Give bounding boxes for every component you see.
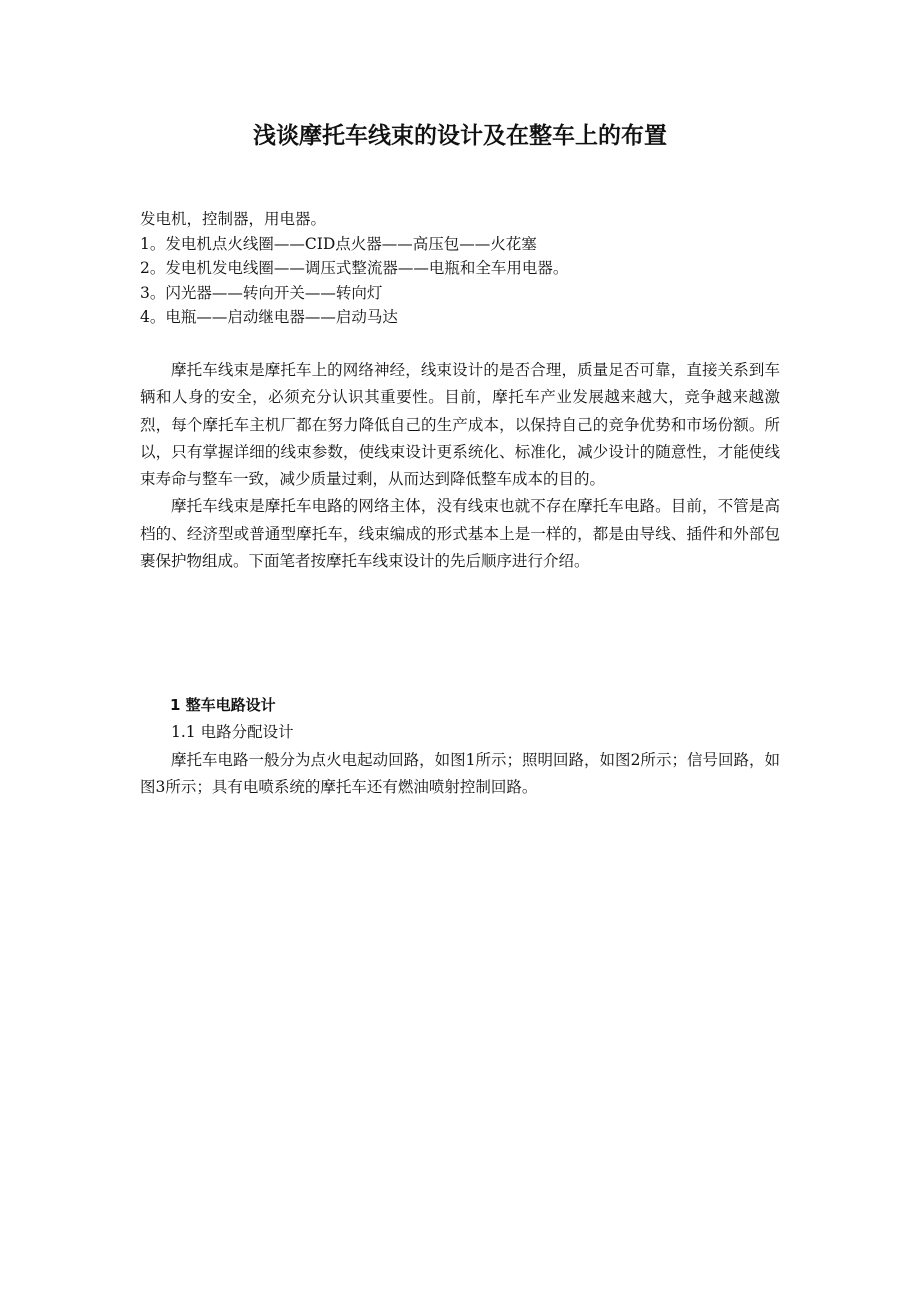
- intro-list: [140, 207, 800, 330]
- section-heading: 1 整车电路设计: [170, 696, 276, 714]
- document-title: 浅谈摩托车线束的设计及在整车上的布置: [253, 123, 667, 149]
- intro-line: 4。电瓶——启动继电器——启动马达: [140, 308, 398, 326]
- intro-line: 发电机，控制器，用电器。: [140, 210, 327, 228]
- intro-line: 3。闪光器——转向开关——转向灯: [140, 283, 383, 302]
- section-subheading: 1.1 电路分配设计: [171, 723, 294, 742]
- body-paragraph: 摩托车线束是摩托车电路的网络主体，没有线束也就不存在摩托车电路。目前，不管是高档的、经济型或普通型摩托车，线束编成的形式基本上是一样的，都是由导线、插件和外部包裹保护物组成。下面笔者按摩托车线束设计的先后顺序进行介绍。: [140, 497, 780, 571]
- section-circuit-design: [140, 692, 780, 801]
- body-paragraph: 摩托车线束是摩托车上的网络神经，线束设计的是否合理，质量足否可靠，直接关系到车辆和人身的安全，必须充分认识其重要性。目前，摩托车产业发展越来越大，竞争越来越激烈，每个摩托车主机厂都在努力降低自己的生产成本，以保持自己的竞争优势和市场份额。所以，只有掌握详细的线束参数，使线束设计更系统化、标准化，减少设计的随意性，才能使线束寿命与整车一致，减少质量过剩，从而达到降低整车成本的目的。: [140, 361, 780, 489]
- intro-line: 2。发电机发电线圈——调压式整流器——电瓶和全车用电器。: [140, 259, 569, 277]
- section-paragraph: 摩托车电路一般分为点火电起动回路，如图1所示；照明回路，如图2所示；信号回路，如图3所示；具有电喷系统的摩托车还有燃油喷射控制回路。: [140, 750, 780, 796]
- intro-line: 1。发电机点火线圈——CID点火器——高压包——火花塞: [140, 234, 537, 253]
- body-paragraphs: [140, 357, 780, 575]
